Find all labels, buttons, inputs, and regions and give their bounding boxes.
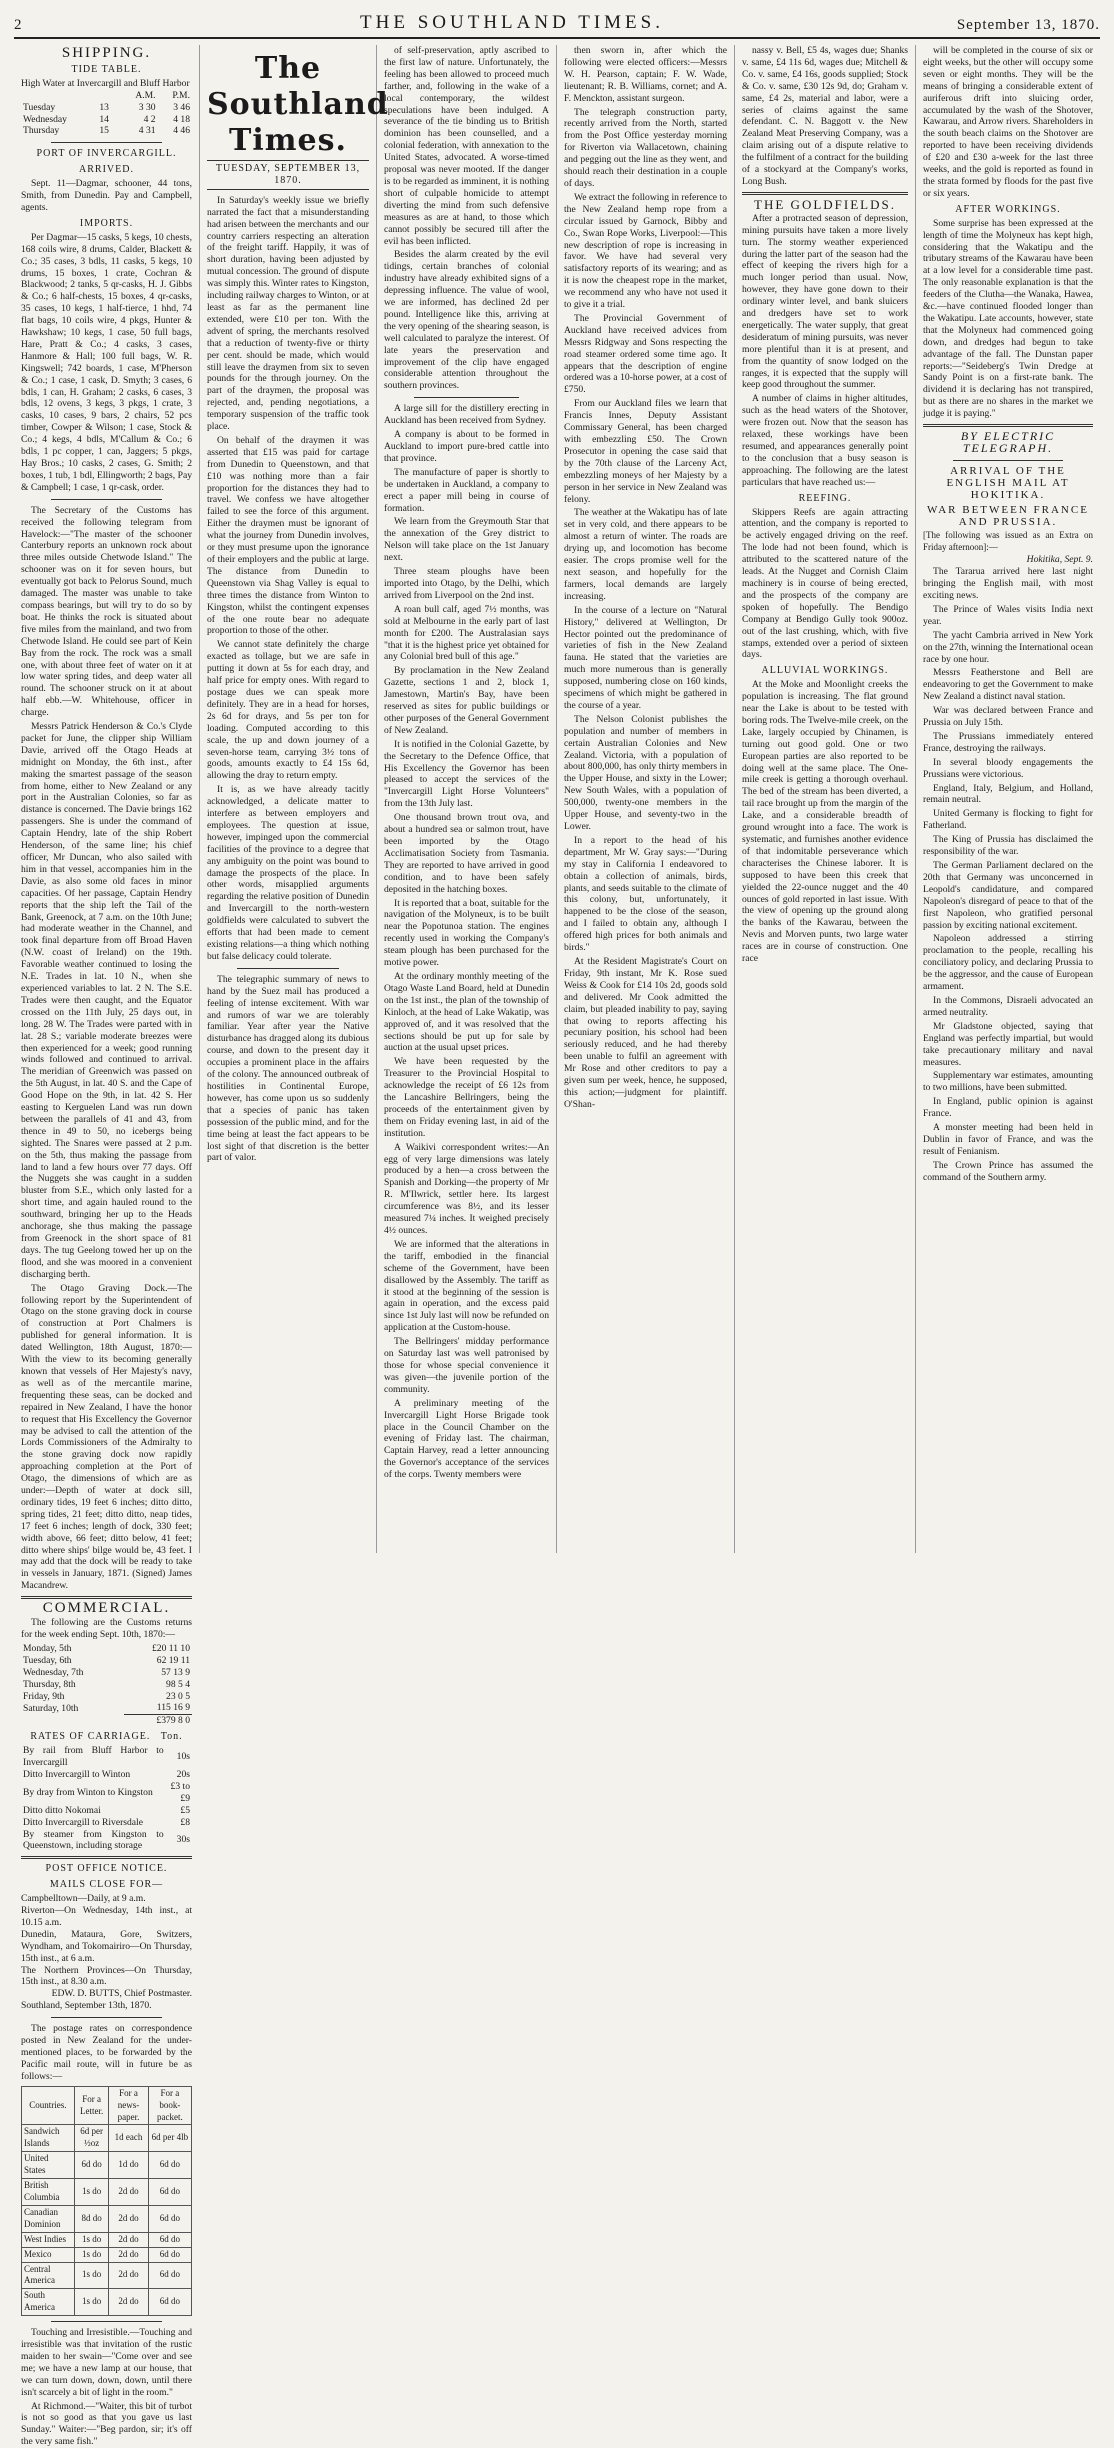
war-heading: WAR BETWEEN FRANCE AND PRUSSIA. (927, 503, 1089, 528)
news-item: Three steam ploughs have been imported into Otago, by the Delhi, which arrived from Liverpool on the 2nd inst. (384, 566, 549, 601)
postage-cell: 1d each (109, 2125, 148, 2152)
postage-cell: 1s do (74, 2247, 109, 2262)
tide-am: 3 30 (138, 101, 156, 113)
postage-cell: 6d do (148, 2247, 191, 2262)
postage-cell: 6d per 4lb (148, 2125, 191, 2152)
postage-header: Countries. (22, 2086, 75, 2125)
news-item: We are informed that the alterations in the tariff, embodied in the financial scheme of the Government, have been disallowed by the Assembly. The tariff as it stood at the beginning of the session is again in operation, and the excess paid since 1st July last will now be refunded on application at the Custom-house. (384, 1238, 549, 1334)
arrived-text: Sept. 11—Dagmar, schooner, 44 tons, Smith, from Dunedin. Pay and Campbell, agents. (21, 178, 192, 213)
goldfields-paragraph: After a protracted season of depression, mining pursuits have taken a more lively turn. The stormy weather experienced during the latter part of the season had the effect of keeping the rivers high for a much longer period than usual. Now, however, they have gone down to their ordinary winter level, and bank sluicers and dredgers have set to work energetically. The water supply, that great desideratum of mining pursuits, was never more plentiful than it is at present, and from the quantity of snow lodged on the ranges, it is expected that the supply will keep good throughout the summer. (742, 212, 908, 391)
column-5 (735, 45, 916, 1553)
arrived-heading: ARRIVED. (79, 164, 134, 176)
tide-date: 15 (99, 125, 109, 137)
customs-day: Monday, 5th (23, 1642, 72, 1654)
news-item: One thousand brown trout ova, and about a hundred sea or salmon trout, have been imported by the Otago Acclimatisation Society from Tasmania. They are reported to have arrived in good condition, and to have been safely deposited in the hatching boxes. (384, 812, 549, 895)
rate-label: By steamer from Kingston to Queenstown, including storage (23, 1828, 164, 1852)
column-2 (200, 45, 389, 1553)
port-heading: PORT OF INVERCARGILL. (36, 148, 177, 160)
page-header (14, 0, 1100, 39)
tide-day: Thursday (23, 125, 60, 137)
telegram-item: The Crown Prince has assumed the command of the Southern army. (923, 1159, 1093, 1183)
goldfields-paragraph: Some surprise has been expressed at the length of time the Molyneux has kept high, considering that the Wakatipu and the tributary streams of the Kawarau have been at a low level for a considerable time past. The only reasonable explanation is that the feeders of the Clutha—the Wanaka, Hawea, &c.—have continued flooded longer than the Wakatipu. Late accounts, however, state that the Molyneux had commenced going down, and dredges had begun to take advantage of the fall. The Dunstan paper reports:—"Seideberg's Twin Dredge at Sandy Point is on a first-rate bank. The dividend it is declaring has not transpired, but as there are no shares in the market we judge it is paying." (923, 217, 1093, 420)
postage-header: For a book-packet. (148, 2086, 191, 2125)
mail-line: Campbelltown—Daily, at 9 a.m. (21, 1893, 146, 1905)
postage-cell: 6d do (148, 2232, 191, 2247)
postage-row (22, 2125, 192, 2152)
newspaper-title: THE SOUTHLAND TIMES. (360, 12, 664, 33)
news-item: A Waikivi correspondent writes:—An egg of very large dimensions was lately produced by a hen—a cross between the Spanish and Dorking—the property of Mr R. M'Ilwrick, settler here. Its largest circumference was 8½, and its lesser measured 7¼ inches. It weighed precisely 4½ ounces. (384, 1141, 549, 1236)
rate-value: 10s (176, 1751, 190, 1763)
signature-line: Southland, September 13th, 1870. (21, 2000, 152, 2012)
news-item: In the course of a lecture on "Natural History," delivered at Wellington, Dr Hector pointed out the predominance of varieties of fish in the New Zealand fauna. He stated that the varieties are much more numerous than is generally supposed, numbering close on 160 kinds, specimens of which might be gathered in the course of a year. (564, 604, 727, 711)
customs-value: 62 19 11 (156, 1654, 190, 1666)
customs-value: £20 11 10 (151, 1642, 190, 1654)
telegram-item: England, Italy, Belgium, and Holland, remain neutral. (923, 782, 1093, 806)
divider (237, 968, 339, 969)
telegram-item: Supplementary war estimates, amounting to two millions, have been submitted. (923, 1070, 1093, 1094)
tide-row (21, 114, 192, 126)
tide-pm: 4 18 (173, 113, 190, 125)
rate-label: Ditto Invercargill to Riversdale (23, 1816, 143, 1828)
postage-cell: 2d do (109, 2289, 148, 2316)
news-item: The Nelson Colonist publishes the population and number of members in certain Australian Colonies and New Zealand. Victoria, with a population of about 800,000, has only thirty members in the Upper House, and sixty in the Lower; New South Wales, with a population of 500,000, twenty-one members in the Upper House, and seventy-two in the Lower. (564, 713, 727, 832)
news-item: A preliminary meeting of the Invercargill Light Horse Brigade took place in the Council Chamber on the evening of Friday last. The chairman, Captain Harvey, read a letter announcing the Governor's acceptance of the services of the corps. Twenty members were (384, 1397, 549, 1481)
tide-note: High Water at Invercargill and Bluff Harbor (21, 77, 190, 89)
telegraph-heading: BY ELECTRIC TELEGRAPH. (960, 429, 1056, 455)
column-3 (377, 45, 557, 1553)
news-item: The Provincial Government of Auckland have received advices from Messrs Ridgway and Sons respecting the road steamer ordered some time ago. It appears that the description of engine ordered was a 10-horse power, at a cost of £750. (564, 312, 727, 396)
telegram-item: In the Commons, Disraeli advocated an armed neutrality. (923, 994, 1093, 1018)
postage-cell: Sandwich Islands (22, 2125, 75, 2152)
shipping-heading: SHIPPING. (61, 45, 152, 61)
telegram-item: War was declared between France and Prussia on July 15th. (923, 705, 1093, 729)
rate-value: 20s (176, 1768, 190, 1780)
rates-row (21, 1769, 192, 1781)
customs-value: 23 0 5 (166, 1690, 190, 1702)
news-item: The manufacture of paper is shortly to be undertaken in Auckland, a company to erect a paper mill being in course of formation. (384, 466, 549, 514)
anecdote: At Richmond.—"Waiter, this bit of turbot is not so good as that you gave us last Sunday." Waiter:—"Beg pardon, sir; it's off the very same fish." (21, 2400, 192, 2448)
postage-row (22, 2179, 192, 2206)
customs-day: Wednesday, 7th (23, 1666, 84, 1678)
rates-row (21, 1745, 192, 1769)
goldfields-paragraph: Skippers Reefs are again attracting attention, and the company is reported to be actively engaged driving on the reef. The lode had not been found, which is attributed to the scattered nature of the leads. At the Nugget and Cornish Claim machinery is in course of being erected, and the prospects of the company are spoken of hopefully. The Bendigo Company at Bendigo Gully took 900oz. out of the last crushing, which, with five stamps, extended over a period of sixteen days. (742, 506, 908, 661)
telegram-item: Messrs Featherstone and Bell are endeavoring to get the Government to make New Zealand a distinct naval station. (923, 667, 1093, 703)
postage-cell: 2d do (109, 2232, 148, 2247)
imports-heading: IMPORTS. (79, 217, 134, 229)
telegram-item: The Prussians immediately entered France, destroying the railways. (923, 730, 1093, 754)
goldfields-paragraph: At the Moke and Moonlight creeks the population is increasing. The flat ground near the Lake is about to be tested with boring rods. The Twelve-mile creek, on the Lake, largely occupied by Chinamen, is turning out good gold. One or two European parties are also reported to be doing well at the same place. The One-mile creek is getting a thorough overhaul. The bed of the stream has been diverted, a tail race brought up from the margin of the Lake, and a considerable breadth of ground wrought into a face. The work is systematic, and furnishes another evidence of that indomitable perseverance which characterises the Chinese laborer. It is supposed to have been this creek that yielded the 22-ounce nugget and the 40 ounces of gold reported in last issue. With the view of opening up the ground along the banks of the Kawarau, between the Nevis and Morven punts, two large water races are in course of construction. One race (742, 679, 908, 965)
divider (51, 2321, 162, 2322)
goldfields-paragraph: will be completed in the course of six or eight weeks, but the other will occupy some seven or eight months. They will be the means of bringing a considerable extent of auriferous drift into sluicing order, accumulated by the wash of the Shotover, Kawarau, and Arrow rivers. Shareholders in the south beach claims on the Shotover are reported to have been receiving dividends of £20 and £30 a-week for the last three weeks, and the gold is reported as found in the strata formed by floods for the past five or six years. (923, 45, 1093, 199)
editorial-paragraph: It is, as we have already tacitly acknowledged, a delicate matter to interfere as between employers and employees. The question at issue, however, impinged upon the commercial facilities of the province to a degree that any ambiguity on the point was bound to damage the prospects of the place. In other words, misapplied arguments regarding the relative position of Dunedin and Invercargill to the north-western goldfields were calculated to subvert the efforts that had been made to cement existing relations—a thing which nothing but false delicacy could tolerate. (207, 784, 369, 962)
customs-row (21, 1667, 192, 1679)
tide-table (21, 90, 192, 138)
rates-unit: Ton. (160, 1731, 183, 1743)
postage-note: The postage rates on correspondence posted in New Zealand for the under-mentioned places, to be forwarded by the Pacific mail route, will in future be as follows:— (21, 2023, 192, 2082)
customs-value: 98 5 4 (166, 1678, 190, 1690)
postage-row (22, 2289, 192, 2316)
reefing-heading: REEFING. (798, 492, 852, 504)
postage-row (22, 2232, 192, 2247)
divider (51, 499, 162, 500)
postage-cell: 2d do (109, 2262, 148, 2289)
telegram-item: In England, public opinion is against France. (923, 1096, 1093, 1120)
news-item: We learn from the Greymouth Star that the annexation of the Grey district to Nelson will take place on the 1st January next. (384, 516, 549, 564)
postage-table (21, 2086, 192, 2316)
shipping-item: The Secretary of the Customs has received the following telegram from Havelock:—"The master of the schooner Canterbury reports an unknown rock about three miles outside Chetwode Island." The schooner was on it for seven hours, but eventually got back to Pelorus Sound, much damaged. The master was unable to take compass bearings, but will try to do so by boat. He thinks the rock is situated about five miles from the mainland, and two from Chetwode Island. He could see part of Kein Bay from the rock. The rock was a small one, with about three feet of water on it at low water spring tides, and deep water all round. The schooner struck on it at about half ebb.—W. Whitehouse, officer in charge. (21, 504, 192, 719)
telegram-item: The King of Prussia has disclaimed the responsibility of the war. (923, 834, 1093, 858)
editorial-paragraph: of self-preservation, aptly ascribed to the first law of nature. Unfortunately, the feeling has been allowed to proceed much farther, and, following in the wake of a local contemporary, the wildest speculations have been indulged. A severance of the tie binding us to British dominion has been counselled, and a colonial federation, with annexation to the United States, advocated. A worse-timed proposal was never mooted. If the danger is to be regarded as imminent, it is nothing short of culpable homicide to attempt diverting the mind from such defensive measures as are at hand, to those which cannot possibly be secured till after the evil has been inflicted. (384, 45, 549, 247)
issue-date: September 13, 1870. (956, 17, 1100, 33)
rates-row (21, 1805, 192, 1817)
postage-cell: United States (22, 2152, 75, 2179)
rate-label: Ditto ditto Nokomai (23, 1804, 101, 1816)
rate-value: £8 (180, 1816, 190, 1828)
telegram-item: A monster meeting had been held in Dublin in favor of France, and was the result of Fenianism. (923, 1122, 1093, 1157)
telegram-item: Mr Gladstone objected, saying that England was perfectly impartial, but would take precautionary military and naval measures. (923, 1020, 1093, 1068)
news-item: It is notified in the Colonial Gazette, by the Secretary to the Defence Office, that His Excellency the Governor has been pleased to accept the services of the "Invercargill Light Horse Volunteers" from the 13th July last. (384, 738, 549, 810)
tide-pm: 3 46 (173, 101, 190, 113)
telegram-item: The yacht Cambria arrived in New York on the 27th, winning the International ocean race by one hour. (923, 629, 1093, 665)
customs-day: Thursday, 8th (23, 1678, 76, 1690)
after-workings-heading: AFTER WORKINGS. (955, 203, 1061, 215)
masthead: The Southland Times. (207, 51, 389, 158)
news-item: A company is about to be formed in Auckland to import pure-bred cattle into that province. (384, 429, 549, 464)
telegram-item: The Prince of Wales visits India next year. (923, 603, 1093, 627)
tide-col-am: A.M. (135, 89, 156, 101)
tide-table-heading: TIDE TABLE. (71, 63, 142, 75)
telegram-item: The Tararua arrived here last night bringing the English mail, with most exciting news. (923, 566, 1093, 601)
telegram-item: In several bloody engagements the Prussians were victorious. (923, 756, 1093, 780)
tide-am: 4 2 (143, 113, 156, 125)
rate-label: By dray from Winton to Kingston (23, 1786, 153, 1798)
column-6 (916, 45, 1100, 1553)
divider (953, 460, 1063, 461)
divider (742, 192, 908, 195)
post-office-heading: POST OFFICE NOTICE. (45, 1863, 168, 1875)
postage-cell: 6d per ½oz (74, 2125, 109, 2152)
postage-cell: South America (22, 2289, 75, 2316)
postage-cell: 2d do (109, 2247, 148, 2262)
postage-cell: Mexico (22, 2247, 75, 2262)
mail-line: The Northern Provinces—On Thursday, 15th inst., at 8.30 a.m. (21, 1964, 192, 1988)
tide-row (21, 102, 192, 114)
postage-cell: 1s do (74, 2179, 109, 2206)
postage-cell: 6d do (74, 2152, 109, 2179)
postage-cell: 6d do (148, 2262, 191, 2289)
divider (51, 2017, 162, 2018)
postage-row (22, 2205, 192, 2232)
rates-heading (21, 1731, 192, 1743)
extra-note: [The following was issued as an Extra on Friday afternoon]:— (923, 530, 1093, 553)
news-item: We have been requested by the Treasurer to the Provincial Hospital to acknowledge the receipt of £6 12s from the Lancashire Bellringers, being the proceeds of the entertainment given by them on Friday evening last, in aid of the institution. (384, 1056, 549, 1139)
divider (21, 1856, 192, 1859)
customs-row (21, 1702, 192, 1714)
postage-cell: 6d do (148, 2289, 191, 2316)
customs-row (21, 1679, 192, 1691)
news-item: From our Auckland files we learn that Francis Innes, Deputy Assistant Commissary General, has been charged with embezzling £50. The Crown Prosecutor in opening the case said that by the 70th clause of the Larceny Act, embezzling moneys of her Majesty by a person in her service in New Zealand was felony. (564, 398, 727, 505)
mails-close-heading: MAILS CLOSE FOR— (49, 1879, 164, 1891)
tide-day: Wednesday (23, 113, 67, 125)
news-item: The telegraph construction party, recently arrived from the North, started from the Post Office yesterday morning for Riverton via Wallacetown, chaining and pegging out the line as they went, and should reach their destination in a couple of days. (564, 106, 727, 189)
rates-row (21, 1781, 192, 1805)
editorial-paragraph: Besides the alarm created by the evil tidings, certain branches of colonial industry have already exhibited signs of a depressing influence. The value of wool, we are informed, has declined 2d per pound. Intelligence like this, arriving at the very opening of the shearing season, is well calculated to paralyze the interest. Of late years the preservation and improvement of the clip have engaged considerable attention throughout the southern provinces. (384, 249, 549, 392)
postage-header: For a news-paper. (109, 2086, 148, 2125)
shipping-item: The Otago Graving Dock.—The following report by the Superintendent of Otago on the stone graving dock in course of construction at Port Chalmers is published for general information. It is dated Wellington, 18th August, 1870:—With the view to its becoming generally known that vessels of Her Majesty's navy, as well as of the mercantile marine, frequenting these seas, can be docked and repaired in New Zealand, I have the honor to request that His Excellency the Governor may be advised to call the attention of the Lords Commissioners of the Admiralty to the stone graving dock now rapidly approaching completion at the Port of Otago, the dimensions of which are as under:—Depth of water at dock sill, ordinary tides, 19 feet 6 inches; ditto ditto, spring tides, 21 feet; ditto ditto, neap tides, 17 feet 6 inches; length of dock, 330 feet; width above, 66 feet; ditto below, 41 feet; ditto where ships' bilge would be, 43 feet. I may add that the dock will be ready to take in vessels in January, 1871. (Signed) James Macandrew. (21, 1282, 192, 1592)
alluvial-heading: ALLUVIAL WORKINGS. (761, 665, 889, 677)
postage-header: For a Letter. (74, 2086, 109, 2125)
mail-line: Riverton—On Wednesday, 14th inst., at 10.15 a.m. (21, 1905, 192, 1928)
page-number: 2 (14, 17, 22, 33)
customs-row (21, 1655, 192, 1667)
divider (923, 424, 1093, 427)
goldfields-paragraph: A number of claims in higher altitudes, such as the head waters of the Shotover, were frozen out. Now that the season has relaxed, these workings have been resumed, and appearances generally point to the conclusion that a busy season is approaching. The following are the latest particulars that have reached us:— (742, 393, 908, 488)
columns (14, 45, 1100, 2448)
rates-row (21, 1817, 192, 1829)
postage-cell: 1s do (74, 2232, 109, 2247)
news-item: At the Resident Magistrate's Court on Friday, 9th instant, Mr K. Rose sued Weiss & Cook for £14 10s 2d, goods sold and delivered. Mr Cook admitted the claim, but pleaded inability to pay, saying that owing to reports affecting his pecuniary position, his school had been seriously reduced, and he had thereby been unable to fulfil an agreement with Mr Rose and other creditors to pay a given sum per week, hence, he supposed, this action;—judgment for plaintiff. O'Shan- (564, 955, 727, 1110)
mail-line: Dunedin, Mataura, Gore, Switzers, Wyndham, and Tokomairiro—On Thursday, 15th inst., at 6 a.m. (21, 1928, 192, 1964)
editorial-paragraph: On behalf of the draymen it was asserted that £15 was paid for cartage from Dunedin to Queenstown, and that £10 was nothing more than a fair proportion for the distances they had to travel. We confess we have altogether failed to see the force of this argument. Either the draymen must be ignorant of what the journey from Dunedin involves, or they must presume upon the ignorance of their employers and the public at large. The distance from Dunedin to Queenstown via Shag Valley is equal to three times the distance from Winton to Kingston, whilst the contingent expenses of the one route bear no adequate proportion to those of the other. (207, 434, 369, 637)
postage-cell: 6d do (148, 2179, 191, 2206)
telegram-dateline: Hokitika, Sept. 9. (1026, 554, 1093, 566)
postage-cell: West Indies (22, 2232, 75, 2247)
news-item: A large sill for the distillery erecting in Auckland has been received from Sydney. (384, 403, 549, 427)
postage-cell: 6d do (148, 2152, 191, 2179)
postage-cell: Canadian Dominion (22, 2205, 75, 2232)
rate-value: £5 (180, 1804, 190, 1816)
postage-cell: 2d do (109, 2205, 148, 2232)
tide-date: 14 (99, 113, 109, 125)
tide-col-pm: P.M. (172, 89, 190, 101)
divider (414, 397, 519, 398)
postmaster-signature: EDW. D. BUTTS, Chief Postmaster. (51, 1988, 192, 2000)
rate-value: 30s (176, 1834, 190, 1846)
editorial-paragraph: In Saturday's weekly issue we briefly narrated the fact that a misunderstanding had arisen between the merchants and our country carriers respecting an alteration of the freight tariff. Happily, it was of short duration, having been adjusted by mutual concession. The ground of dispute was simply this. Winter rates to Kingston, including railway charges to Winton, or at least as far as the permanent line extended, were £10 per ton. With the advent of spring, the merchants resolved that a reduction of twenty-five or thirty per cent. should be made, which would still leave the draymen from six to seven pounds for the through journey. On the part of the draymen, the proposal was rejected, and, pending negotiations, a temporary suspension of the traffic took place. (207, 194, 369, 433)
rates-heading-text: RATES OF CARRIAGE. (30, 1731, 151, 1743)
customs-value: 115 16 9 (156, 1702, 190, 1714)
postage-row (22, 2152, 192, 2179)
news-item: In a report to the head of his department, Mr W. Gray says:—"During my stay in California I endeavored to obtain a collection of animals, birds, plants, and seeds suitable to the climate of this colony, but, unfortunately, it happened to be the close of the season, and I failed to obtain any, although I offered high prices for both animals and birds." (564, 834, 727, 954)
commercial-intro: The following are the Customs returns for the week ending Sept. 10th, 1870:— (21, 1617, 192, 1640)
postage-cell: 1d do (109, 2152, 148, 2179)
customs-day: Friday, 9th (23, 1690, 65, 1702)
customs-row (21, 1691, 192, 1703)
tide-date: 13 (99, 101, 109, 113)
rates-row (21, 1829, 192, 1853)
news-item: The Bellringers' midday performance on Saturday last was well patronised by those for whose special convenience it was given—the juvenile portion of the community. (384, 1336, 549, 1395)
postage-cell: British Columbia (22, 2179, 75, 2206)
news-item: then sworn in, after which the following were elected officers:—Messrs W. H. Pearson, captain; F. W. Wade, lieutenant; R. B. Williams, cornet; and A. F. Menckton, assistant surgeon. (564, 45, 727, 104)
postage-cell: Central America (22, 2262, 75, 2289)
editorial-paragraph: The telegraphic summary of news to hand by the Suez mail has produced a feeling of intense excitement. With war and rumors of war we are tolerably familiar. Year after year the Native disturbance has dragged along its dubious course, and down to the present day it occupies a prominent place in the affairs of the colony. The announced outbreak of hostilities in Continental Europe, however, has come upon us so suddenly that a species of panic has taken possession of the public mind, and for the time being at least the fact appears to be lost sight of that discretion is the better part of valor. (207, 973, 369, 1164)
news-item: We extract the following in reference to the New Zealand hemp rope from a circular issued by Garnock, Bibby and Co., Swan Rope Works, Liverpool:—This new description of rope is increasing in favor. We have had several very satisfactory reports of its wearing; and as it is now the cheapest rope in the market, we recommend any who have not used it to give it a trial. (564, 191, 727, 311)
news-item: The weather at the Wakatipu has of late set in very cold, and there appears to be almost a return of winter. The roads are drying up, and locomotion has become easier. The crops promise well for the next season, and hopefully for the farmers, local demands are largely increasing. (564, 507, 727, 602)
rate-label: By rail from Bluff Harbor to Invercargill (23, 1745, 164, 1769)
arrival-heading: ARRIVAL OF THE ENGLISH MAIL AT HOKITIKA. (946, 464, 1070, 501)
commercial-heading: COMMERCIAL. (42, 1600, 171, 1617)
postage-cell: 8d do (74, 2205, 109, 2232)
postage-cell: 6d do (148, 2205, 191, 2232)
postage-cell: 2d do (109, 2179, 148, 2206)
goldfields-heading: THE GOLDFIELDS. (754, 196, 896, 212)
customs-day: Tuesday, 6th (23, 1654, 72, 1666)
tide-pm: 4 46 (173, 125, 190, 137)
rate-label: Ditto Invercargill to Winton (23, 1768, 131, 1780)
column-1 (14, 45, 200, 2448)
tide-row (21, 125, 192, 137)
editorial-paragraph: We cannot state definitely the charge exacted as tollage, but we are safe in putting it down at 5s for each dray, and half price for empty ones. With regard to postage dues we can speak more definitely. They are in a head for horses, 2s 6d for drays, and 5s per ton for loading. Computed according to this scale, the up and down journey of a seven-horse team, carrying 3½ tons of goods, amounts exactly to £4 15s 6d, allowing the dray to return empty. (207, 639, 369, 782)
customs-total: £379 8 0 (124, 1715, 192, 1727)
divider (51, 142, 162, 143)
customs-returns (21, 1643, 192, 1727)
shipping-item: Messrs Patrick Henderson & Co.'s Clyde packet for June, the clipper ship William Davie, arrived off the Otago Heads at midnight on Monday, the 6th inst., after making the smartest passage of the season from home, either to New Zealand or any port in the Australian Colonies, so far as distance is concerned. The Davie brings 162 passengers. She is under the command of Captain Hendry, late of the ship Robert Henderson, of the same line; his chief officer, Mr Duncan, who also sailed with him in that vessel, accompanies him in the Davie, as also some old faces in minor capacities. Of her passage, Captain Hendry reports that the ship left the Tail of the Bank, Greenock, at 7 a.m. on the 10th June; had moderate weather in the Channel, and took final departure from off Broad Haven (N.W. coast of Ireland) on the 19th. Favorable weather continued to losing the N.E. Trades in lat. 10 N., when she experienced variables to lat. 2 N. The S.E. Trades were then caught, and the Equator crossed on the 11th July, 25 days out, in long. 28 W. The Trades were parted with in lat. 28 S.; variable moderate breezes were then experienced for a week; good running winds followed and continued to arrival. The meridian of Greenwich was passed on the 5th August, in lat. 40 S. and the Cape of Good Hope on the 9th, in lat. 42 S. Her easting to Kerguelen Land was run down between the parallels of 41 and 43, from thence in 49 to 50, no icebergs being sighted. The Snares were passed at 2 p.m. on the 5th, thus making the passage from land to land a few hours over 77 days. Off the Nuggets she was caught in a sudden bluster from S.E., which only lasted for a short time, and again hauled round to the southward, bringing her up to the Heads anchorage, she thus making the passage from Greenock in the short space of 81 days. The tug Geelong towed her up on the flood, and she was moored in a convenient discharging berth. (21, 721, 192, 1280)
postage-cell: 1s do (74, 2262, 109, 2289)
tide-day: Tuesday (23, 101, 56, 113)
telegram-item: United Germany is flocking to fight for Fatherland. (923, 808, 1093, 832)
rate-value: £3 to £9 (170, 1780, 190, 1804)
news-item: A roan bull calf, aged 7½ months, was sold at Melbourne in the early part of last month for £200. The Australasian says "that it is the highest price yet obtained for any Colonial bred bull of this age." (384, 603, 549, 663)
column-4 (557, 45, 735, 1553)
imports-text: Per Dagmar—15 casks, 5 kegs, 10 chests, 168 coils wire, 8 drums, Calder, Blackett & Co.; 35 cases, 3 bdls, 11 casks, 5 kegs, 10 drums, 15 boxes, 1 crate, Cochran & Blackwood; 2 tanks, 5 qr-casks, H. J. Gibbs & Co.; 6 half-chests, 15 boxes, 4 qr-casks, 35 cases, 10 kegs, 1 half-tierce, 1 hhd, 74 flat bags, 10 coils wire, 4 pkgs, Hunter & Hawkshaw; 10 kegs, 1 case, 50 full bags, Hare, Pratt & Co.; 4 casks, 3 cases, Hanmore & Hall; 100 full bags, W. R. Kingswell; 742 boards, 1 case, M'Pherson & Co.; 1 case, 1 cask, D. Smyth; 3 cases, 6 bdls, 1 can, H. Graham; 2 casks, 6 cases, 3 bdls, 12 ovens, 3 kegs, 3 pkgs, 1 crate, 3 casks, 10 cases, 9 bars, 2 chairs, 52 pcs timber, Cowper & Wilson; 1 case, Stock & Co.; 4 kegs, 4 bdls, M'Callum & Co.; 6 bdls, 1 pc copper, 1 can, Jaggers; 5 pkgs, Hay Bros.; 10 casks, 2 cases, G. Smith; 2 boxes, 1 tub, 1 bdl, Ellingworth; 2 bags, Pay & Campbell; 1 case, 1 qr-cask, order. (21, 231, 192, 493)
news-item: It is reported that a boat, suitable for the navigation of the Molyneux, is to be built near the Popotunoa station. The engines recently used in working the Company's steam plough has been purchased for the motive power. (384, 897, 549, 969)
customs-row (21, 1643, 192, 1655)
tide-am: 4 31 (138, 125, 156, 137)
news-item: At the ordinary monthly meeting of the Otago Waste Land Board, held at Dunedin on the 1st inst., the plan of the township of Kinloch, at the head of Lake Wakatip, was approved of, and it was resolved that the sections should be put up for sale by auction at the usual upset prices. (384, 970, 549, 1054)
rates-table (21, 1745, 192, 1852)
postage-row (22, 2262, 192, 2289)
customs-day: Saturday, 10th (23, 1702, 79, 1714)
customs-value: 57 13 9 (161, 1666, 190, 1678)
news-item: By proclamation in the New Zealand Gazette, sections 1 and 2, block 1, Jamestown, Martin's Bay, have been reserved as sites for public buildings or other purposes of the General Government of New Zealand. (384, 665, 549, 736)
postage-cell: 1s do (74, 2289, 109, 2316)
divider (21, 1596, 192, 1599)
editorial-dateline: TUESDAY, SEPTEMBER 13, 1870. (207, 160, 369, 190)
news-item: nassy v. Bell, £5 4s, wages due; Shanks v. same, £4 11s 6d, wages due; Mitchell & Co. v. same, £4 16s, goods supplied; Stock & Co. v. same, £30 12s 9d, do; Graham v. same, £4 2s, material and labor, were a series of claims against the same defendant. C. N. Baggott v. the New Zealand Meat Preserving Company, was a claim arising out of a dispute relative to the fulfilment of a contract for the building of a stockyard at the Company's works, Long Bush. (742, 45, 908, 187)
telegram-item: Napoleon addressed a stirring proclamation to the people, recalling his conciliatory policy, and declaring Prussia to be the aggressor, and the cause of European armament. (923, 933, 1093, 993)
telegram-item: The German Parliament declared on the 20th that Germany was unconcerned in Leopold's candidature, and compared Napoleon's disregard of peace to that of the first Napoleon, who gratified personal passion by exciting national excitement. (923, 860, 1093, 931)
anecdote: Touching and Irresistible.—Touching and irresistible was that invitation of the rustic maiden to her swain—"Come over and see me; we have a new lamp at our house, that we can turn down, down, down, until there isn't scarcely a bit of light in the room." (21, 2327, 192, 2398)
postage-row (22, 2247, 192, 2262)
